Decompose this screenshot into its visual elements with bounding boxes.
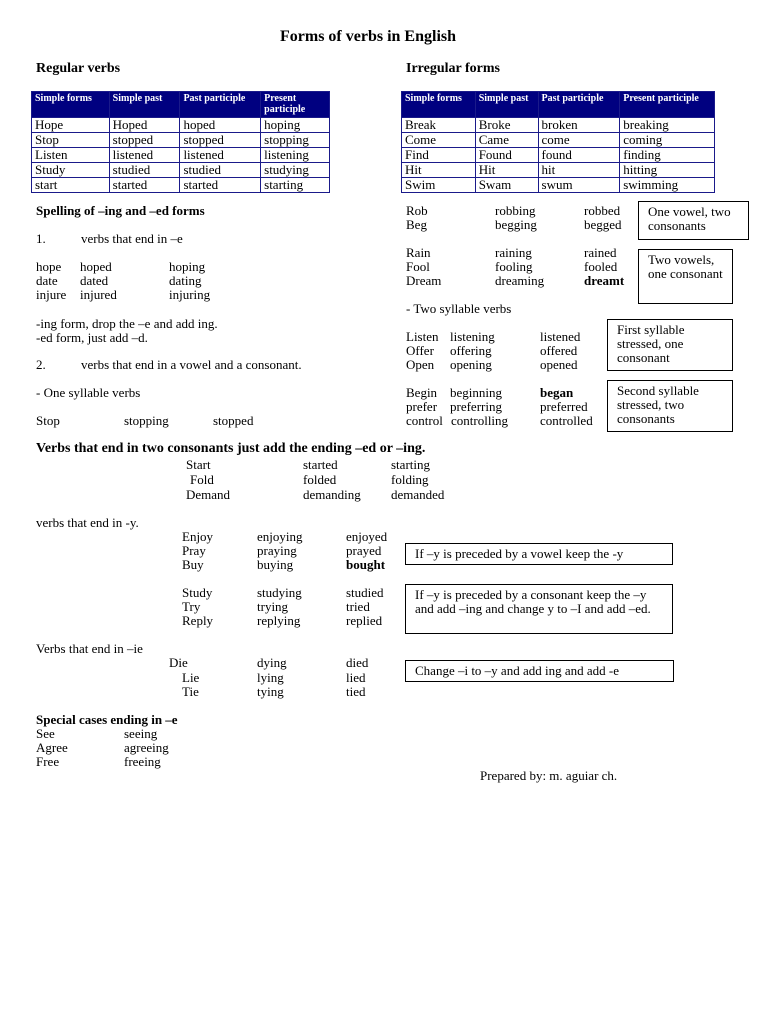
spelling-heading: Spelling of –ing and –ed forms bbox=[36, 203, 205, 218]
word: studied bbox=[346, 585, 384, 600]
table-cell: found bbox=[538, 148, 620, 163]
word: begging bbox=[495, 217, 537, 232]
table-cell: swimming bbox=[620, 178, 715, 193]
word: demanding bbox=[303, 487, 361, 502]
word: hoped bbox=[80, 259, 112, 274]
table-cell: Hit bbox=[475, 163, 538, 178]
table-row bbox=[402, 148, 715, 163]
word: preferred bbox=[540, 399, 588, 414]
header-cell: Present participle bbox=[620, 92, 715, 118]
word: enjoyed bbox=[346, 529, 388, 544]
header-cell: Simple past bbox=[475, 92, 538, 118]
rule-box: One vowel, two consonants bbox=[638, 201, 749, 240]
table-cell: Came bbox=[475, 133, 538, 148]
word: dreaming bbox=[495, 273, 545, 288]
rule-box: If –y is preceded by a consonant keep the –y and add –ing and change y to –I and add –ed. bbox=[405, 584, 673, 634]
table-row bbox=[402, 178, 715, 193]
word: began bbox=[540, 385, 574, 400]
table-cell: Swim bbox=[402, 178, 476, 193]
word: control bbox=[406, 413, 443, 428]
rule-text: -ing form, drop the –e and add ing. bbox=[36, 316, 218, 331]
table-row bbox=[32, 148, 330, 163]
word: lied bbox=[346, 670, 366, 685]
word: hoping bbox=[169, 259, 206, 274]
regular-verbs-table bbox=[31, 91, 330, 193]
word: Lie bbox=[182, 670, 200, 685]
header-cell: Past participle bbox=[180, 92, 261, 118]
word: listening bbox=[450, 329, 495, 344]
word: stopped bbox=[213, 413, 254, 428]
word: bought bbox=[346, 557, 386, 572]
word: folded bbox=[303, 472, 337, 487]
table-cell: breaking bbox=[620, 118, 715, 133]
rule-box: Second syllable stressed, two consonants bbox=[607, 380, 733, 432]
word: dated bbox=[80, 273, 109, 288]
word: robbing bbox=[495, 203, 536, 218]
word: controlling bbox=[451, 413, 509, 428]
word: See bbox=[36, 726, 55, 741]
table-cell: broken bbox=[538, 118, 620, 133]
word: preferring bbox=[450, 399, 502, 414]
word: Rob bbox=[406, 203, 428, 218]
table-cell: hitting bbox=[620, 163, 715, 178]
table-cell: Study bbox=[32, 163, 110, 178]
table-cell: Hope bbox=[32, 118, 110, 133]
item-number: 1. bbox=[36, 231, 46, 246]
special-heading: Special cases ending in –e bbox=[36, 712, 178, 727]
table-row bbox=[402, 163, 715, 178]
word: agreeing bbox=[124, 740, 169, 755]
table-cell: hoping bbox=[261, 118, 330, 133]
irregular-forms-heading: Irregular forms bbox=[406, 61, 500, 76]
table-cell: listening bbox=[261, 148, 330, 163]
word: fooled bbox=[584, 259, 618, 274]
word: Pray bbox=[182, 543, 206, 558]
page-title: Forms of verbs in English bbox=[280, 28, 457, 45]
header-cell: Simple forms bbox=[32, 92, 110, 118]
rule-box: First syllable stressed, one consonant bbox=[607, 319, 733, 371]
word: prefer bbox=[406, 399, 438, 414]
word: died bbox=[346, 655, 369, 670]
word: injure bbox=[36, 287, 67, 302]
word: lying bbox=[257, 670, 284, 685]
word: Start bbox=[186, 457, 211, 472]
word: Offer bbox=[406, 343, 434, 358]
table-cell: Listen bbox=[32, 148, 110, 163]
rule-box: Two vowels, one consonant bbox=[638, 249, 733, 304]
subheading: - One syllable verbs bbox=[36, 385, 141, 400]
table-cell: coming bbox=[620, 133, 715, 148]
word: raining bbox=[495, 245, 532, 260]
table-cell: Come bbox=[402, 133, 476, 148]
regular-verbs-heading: Regular verbs bbox=[36, 61, 121, 76]
word: rained bbox=[584, 245, 617, 260]
table-cell: Break bbox=[402, 118, 476, 133]
word: begged bbox=[584, 217, 622, 232]
word: Rain bbox=[406, 245, 431, 260]
table-row bbox=[402, 133, 715, 148]
word: replied bbox=[346, 613, 383, 628]
word: Dream bbox=[406, 273, 442, 288]
table-cell: stopped bbox=[180, 133, 261, 148]
word: dying bbox=[257, 655, 287, 670]
word: Beg bbox=[406, 217, 427, 232]
word: Agree bbox=[36, 740, 68, 755]
section-label: verbs that end in -y. bbox=[36, 515, 139, 530]
table-cell: Swam bbox=[475, 178, 538, 193]
word: Buy bbox=[182, 557, 204, 572]
table-cell: swum bbox=[538, 178, 620, 193]
two-consonants-heading: Verbs that end in two consonants just add the ending –ed or –ing. bbox=[36, 441, 426, 456]
word: dating bbox=[169, 273, 202, 288]
word: injured bbox=[80, 287, 117, 302]
word: opened bbox=[540, 357, 578, 372]
table-cell: hit bbox=[538, 163, 620, 178]
word: offering bbox=[450, 343, 492, 358]
word: Reply bbox=[182, 613, 214, 628]
table-cell: start bbox=[32, 178, 110, 193]
word: buying bbox=[257, 557, 294, 572]
word: Enjoy bbox=[182, 529, 214, 544]
table-cell: starting bbox=[261, 178, 330, 193]
word: controlled bbox=[540, 413, 593, 428]
table-cell: started bbox=[109, 178, 180, 193]
word: Free bbox=[36, 754, 60, 769]
table-cell: Hit bbox=[402, 163, 476, 178]
word: studying bbox=[257, 585, 302, 600]
word: Fool bbox=[406, 259, 430, 274]
word: tried bbox=[346, 599, 370, 614]
word: Begin bbox=[406, 385, 438, 400]
word: injuring bbox=[169, 287, 211, 302]
word: Demand bbox=[186, 487, 231, 502]
table-cell: started bbox=[180, 178, 261, 193]
word: Die bbox=[169, 655, 188, 670]
word: beginning bbox=[450, 385, 502, 400]
rule-box: Change –i to –y and add ing and add -e bbox=[405, 660, 674, 682]
table-cell: studied bbox=[180, 163, 261, 178]
table-cell: studied bbox=[109, 163, 180, 178]
table-cell: stopped bbox=[109, 133, 180, 148]
subheading: - Two syllable verbs bbox=[406, 301, 512, 316]
word: trying bbox=[257, 599, 289, 614]
word: offered bbox=[540, 343, 578, 358]
table-cell: stopping bbox=[261, 133, 330, 148]
table-cell: hoped bbox=[180, 118, 261, 133]
word: seeing bbox=[124, 726, 158, 741]
word: listened bbox=[540, 329, 581, 344]
header-cell: Past participle bbox=[538, 92, 620, 118]
word: Stop bbox=[36, 413, 60, 428]
word: praying bbox=[257, 543, 297, 558]
word: Open bbox=[406, 357, 435, 372]
word: Try bbox=[182, 599, 201, 614]
table-row bbox=[32, 133, 330, 148]
word: robbed bbox=[584, 203, 621, 218]
table-cell: Hoped bbox=[109, 118, 180, 133]
word: folding bbox=[391, 472, 429, 487]
table-cell: finding bbox=[620, 148, 715, 163]
word: replying bbox=[257, 613, 301, 628]
word: Study bbox=[182, 585, 213, 600]
item-number: 2. bbox=[36, 357, 46, 372]
word: enjoying bbox=[257, 529, 303, 544]
word: hope bbox=[36, 259, 62, 274]
author-credit: Prepared by: m. aguiar ch. bbox=[480, 768, 618, 783]
item-text: verbs that end in –e bbox=[81, 231, 183, 246]
word: Fold bbox=[190, 472, 214, 487]
table-cell: Stop bbox=[32, 133, 110, 148]
word: opening bbox=[450, 357, 492, 372]
table-row bbox=[32, 163, 330, 178]
rule-text: -ed form, just add –d. bbox=[36, 330, 148, 345]
word: tied bbox=[346, 684, 366, 699]
word: prayed bbox=[346, 543, 382, 558]
word: stopping bbox=[124, 413, 169, 428]
table-cell: Find bbox=[402, 148, 476, 163]
table-row bbox=[402, 118, 715, 133]
item-text: verbs that end in a vowel and a consonant. bbox=[81, 357, 302, 372]
table-cell: listened bbox=[109, 148, 180, 163]
section-label: Verbs that end in –ie bbox=[36, 641, 143, 656]
table-cell: listened bbox=[180, 148, 261, 163]
word: demanded bbox=[391, 487, 445, 502]
irregular-forms-table bbox=[401, 91, 715, 193]
table-row bbox=[32, 178, 330, 193]
table-cell: come bbox=[538, 133, 620, 148]
header-cell: Simple past bbox=[109, 92, 180, 118]
word: Listen bbox=[406, 329, 439, 344]
table-cell: Found bbox=[475, 148, 538, 163]
word: freeing bbox=[124, 754, 161, 769]
table-cell: studying bbox=[261, 163, 330, 178]
word: tying bbox=[257, 684, 284, 699]
word: fooling bbox=[495, 259, 533, 274]
table-cell: Broke bbox=[475, 118, 538, 133]
rule-box: If –y is preceded by a vowel keep the -y bbox=[405, 543, 673, 565]
word: date bbox=[36, 273, 58, 288]
header-cell: Present participle bbox=[261, 92, 330, 118]
word: Tie bbox=[182, 684, 199, 699]
table-row bbox=[32, 118, 330, 133]
header-cell: Simple forms bbox=[402, 92, 476, 118]
word: dreamt bbox=[584, 273, 625, 288]
word: started bbox=[303, 457, 338, 472]
word: starting bbox=[391, 457, 430, 472]
